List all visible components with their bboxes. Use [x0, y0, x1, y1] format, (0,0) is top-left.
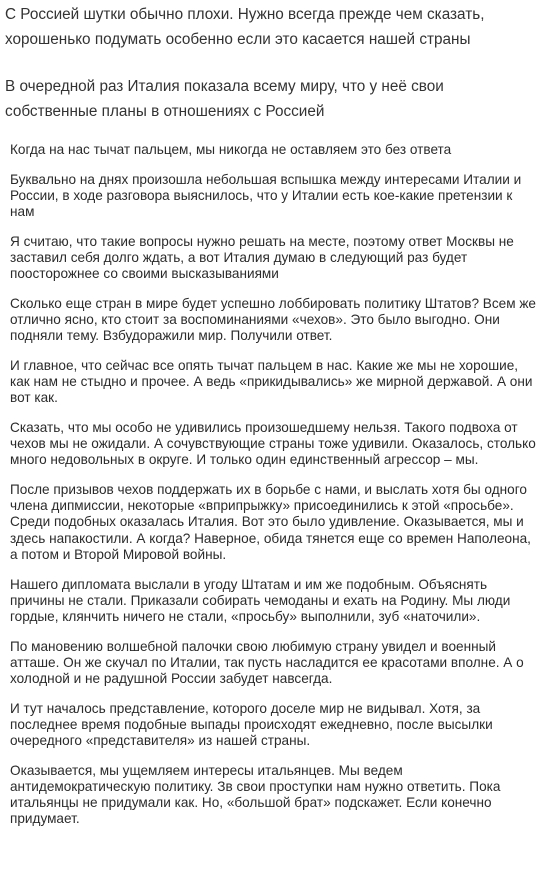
- article-paragraph-9: По мановению волшебной палочки свою любимую страну увидел и военный атташе. Он же скучал по Италии, так пусть насладится ее красотами вполне. А о холодной и не радушной России забудет навсегда.: [10, 638, 524, 686]
- article-paragraph-11: Оказывается, мы ущемляем интересы итальянцев. Мы ведем антидемократическую политику. Зв свои проступки нам нужно ответить. Пока итальянцы не придумали как. Но, «большой брат» подскажет. Если конечно придумает.: [10, 762, 501, 827]
- lead-paragraph-1: С Россией шутки обычно плохи. Нужно всегда прежде чем сказать, хорошенько подумать особенно если это касается нашей страны: [5, 6, 485, 48]
- article-lead: [5, 0, 536, 124]
- article-paragraph-1: Когда на нас тычат пальцем, мы никогда не оставляем это без ответа: [10, 142, 452, 157]
- article-paragraph-4: Сколько еще стран в мире будет успешно лоббировать политику Штатов? Всем же отлично ясно, кто стоит за воспоминаниями «чехов». Это было выгодно. Они подняли тему. Взбудоражили мир. Получили ответ.: [10, 296, 536, 344]
- article-paragraph-6: Сказать, что мы особо не удивились произошедшему нельзя. Такого подвоха от чехов мы не ожидали. А сочувствующие страны тоже удивили. Оказалось, столько много недовольных в округе. И только один единственный агрессор – мы.: [10, 420, 536, 468]
- article-paragraph-2: Буквально на днях произошла небольшая вспышка между интересами Италии и России, в ходе разговора выяснилось, что у Италии есть кое-какие претензии к нам: [10, 171, 522, 220]
- article-body: [10, 142, 536, 841]
- article-paragraph-5: И главное, что сейчас все опять тычат пальцем в нас. Какие же мы не хорошие, как нам не стыдно и прочее. А ведь «прикидывались» же мирной державой. А они вот как.: [10, 358, 533, 406]
- article-paragraph-10: И тут началось представление, которого доселе мир не видывал. Хотя, за последнее время подобные выпады происходят ежедневно, после высылки очередного «представителя» из нашей страны.: [10, 700, 493, 748]
- lead-paragraph-2: В очередной раз Италия показала всему миру, что у неё свои собственные планы в отношениях с Россией: [5, 78, 444, 120]
- article-paragraph-7: После призывов чехов поддержать их в борьбе с нами, и выслать хотя бы одного члена дипмиссии, некоторые «вприпрыжку» присоединились к этой «просьбе». Среди подобных оказалась Италия. Вот это было удивление. Оказывается, мы и здесь напакостили. А когда? Наверное, обида тянется еще со времен Наполеона, а потом и Второй Мировой войны.: [10, 482, 531, 562]
- article-paragraph-8: Нашего дипломата выслали в угоду Штатам и им же подобным. Объяснять причины не стали. Приказали собирать чемоданы и ехать на Родину. Мы люди гордые, клянчить ничего не стали, «просьбу» выполнили, зуб «наточили».: [10, 576, 511, 624]
- article-paragraph-3: Я считаю, что такие вопросы нужно решать на месте, поэтому ответ Москвы не заставил себя долго ждать, а вот Италия думаю в следующий раз будет поосторожнее со своими высказываниями: [10, 233, 514, 282]
